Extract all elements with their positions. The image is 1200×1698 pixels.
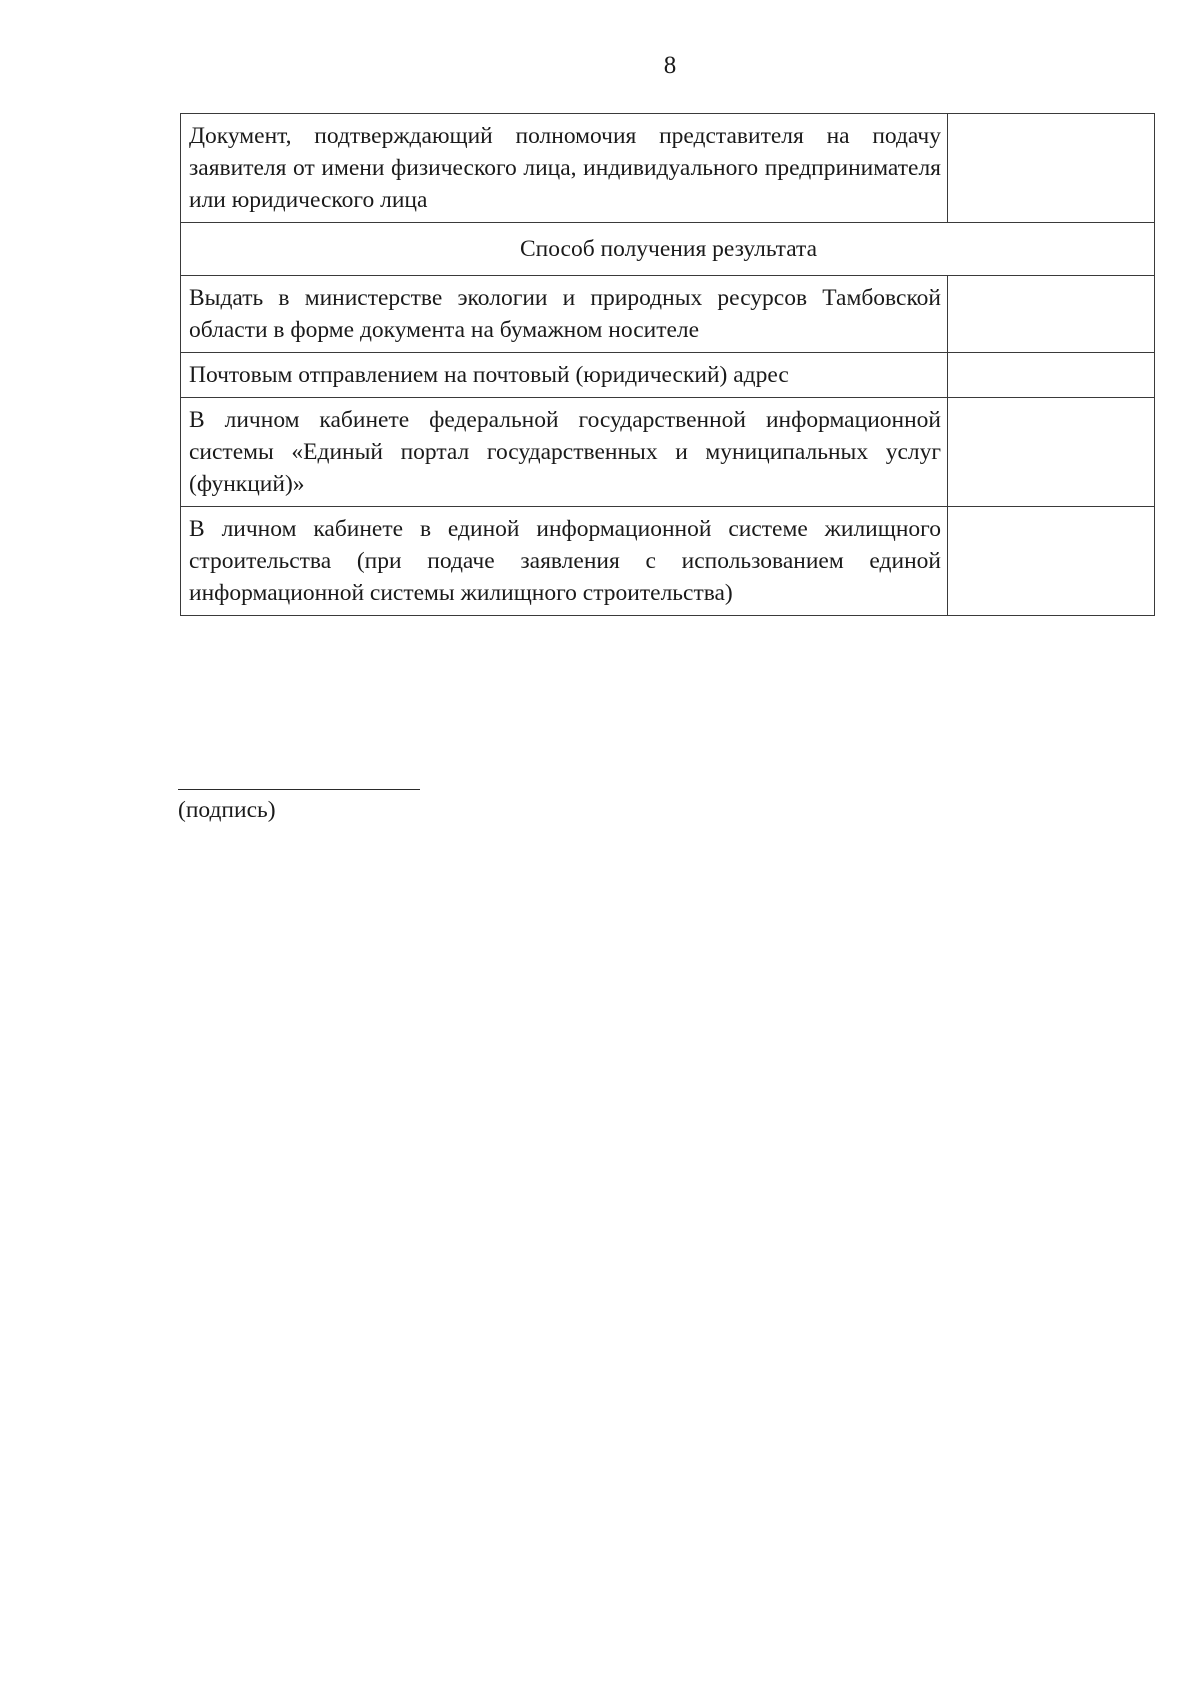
row-label-representative-authority-document: Документ, подтверждающий полномочия представителя на подачу заявителя от имени физического лица, индивидуального предпринимателя или юридического лица: [181, 114, 948, 223]
signature-label: (подпись): [178, 797, 276, 823]
row-label-gosuslugi-cabinet: В личном кабинете федеральной государственной информационной системы «Единый портал государственных и муниципальных услуг (функций)»: [181, 398, 948, 507]
row-mark-cell[interactable]: [948, 353, 1155, 398]
section-heading-result-method: Способ получения результата: [181, 223, 1155, 276]
table-row: [181, 398, 1155, 507]
row-mark-cell[interactable]: [948, 398, 1155, 507]
signature-line: [178, 789, 420, 790]
row-mark-cell[interactable]: [948, 507, 1155, 616]
section-row: [181, 223, 1155, 276]
document-table: [180, 113, 1155, 616]
row-mark-cell[interactable]: [948, 114, 1155, 223]
row-label-postal-delivery: Почтовым отправлением на почтовый (юридический) адрес: [181, 353, 948, 398]
table-row: [181, 114, 1155, 223]
table-row: [181, 276, 1155, 353]
table-row: [181, 353, 1155, 398]
row-label-housing-system-cabinet: В личном кабинете в единой информационной системе жилищного строительства (при подаче заявления с использованием единой информационной системы жилищного строительства): [181, 507, 948, 616]
page-number: 8: [663, 52, 677, 79]
row-mark-cell[interactable]: [948, 276, 1155, 353]
row-label-issue-at-ministry: Выдать в министерстве экологии и природных ресурсов Тамбовской области в форме документа на бумажном носителе: [181, 276, 948, 353]
table-row: [181, 507, 1155, 616]
